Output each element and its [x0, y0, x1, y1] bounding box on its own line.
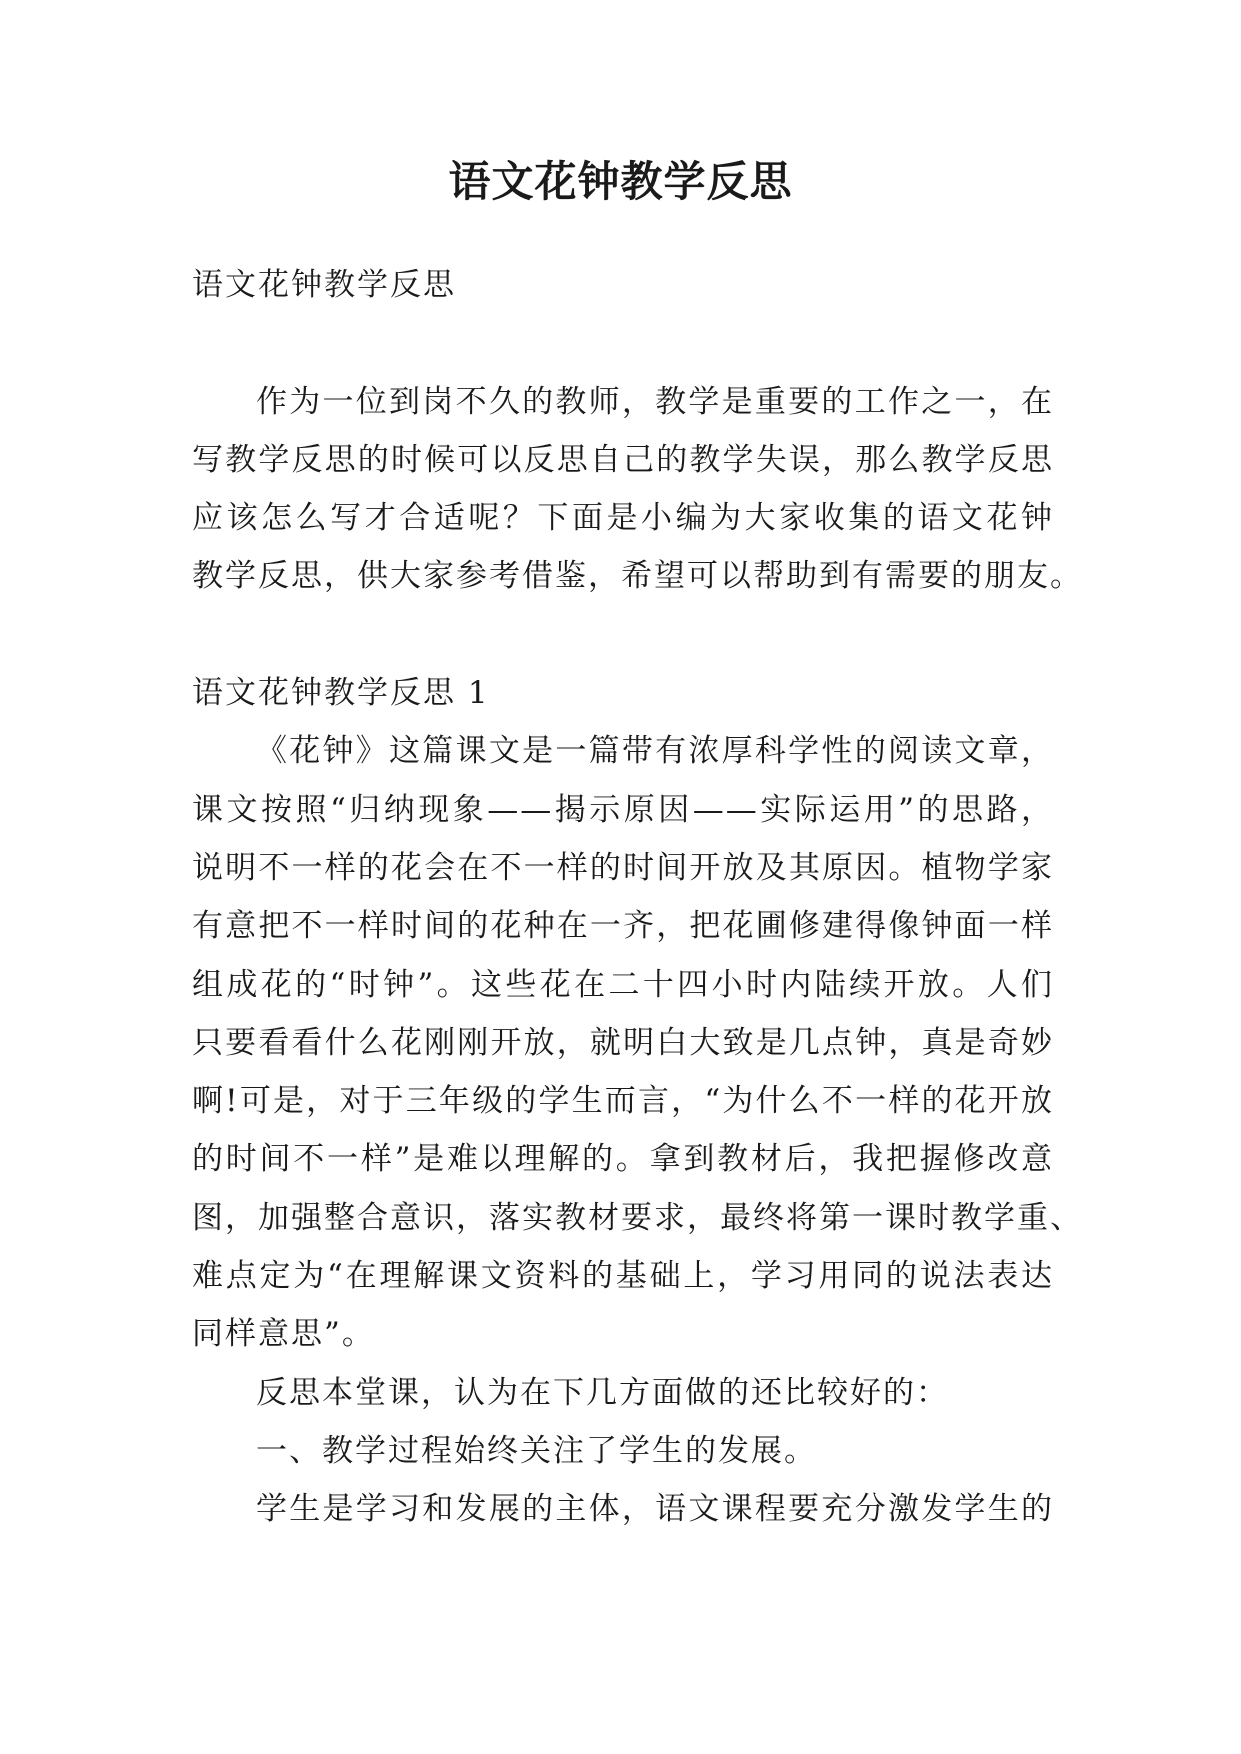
paragraph-line: 组成花的“时钟”。这些花在二十四小时内陆续开放。人们	[192, 966, 1054, 1003]
section1-paragraph	[192, 722, 1083, 1363]
intro-paragraph	[192, 373, 1083, 606]
paragraph-line: 写教学反思的时候可以反思自己的教学失误，那么教学反思	[192, 441, 1054, 478]
paragraph-line: 的时间不一样”是难以理解的。拿到教材后，我把握修改意	[192, 1141, 1054, 1178]
document-subtitle: 语文花钟教学反思	[192, 267, 456, 303]
paragraph-line: 《花钟》这篇课文是一篇带有浓厚科学性的阅读文章，	[256, 733, 1054, 770]
paragraph-line: 有意把不一样时间的花种在一齐，把花圃修建得像钟面一样	[192, 908, 1054, 945]
paragraph-line: 说明不一样的花会在不一样的时间开放及其原因。植物学家	[192, 849, 1054, 886]
reflection-paragraph: 反思本堂课，认为在下几方面做的还比较好的：	[256, 1374, 949, 1411]
paragraph-line: 啊!可是，对于三年级的学生而言，“为什么不一样的花开放	[192, 1083, 1054, 1120]
document-body	[192, 256, 1083, 1539]
document-title: 语文花钟教学反思	[448, 157, 793, 206]
paragraph-line: 同样意思”。	[192, 1316, 375, 1353]
section-heading: 语文花钟教学反思 1	[192, 675, 490, 712]
paragraph-line: 只要看看什么花刚刚开放，就明白大致是几点钟，真是奇妙	[192, 1024, 1054, 1061]
paragraph-line: 课文按照“归纳现象——揭示原因——实际运用”的思路，	[192, 791, 1054, 828]
paragraph-gap	[192, 606, 1054, 664]
point-heading: 一、教学过程始终关注了学生的发展。	[256, 1432, 817, 1469]
paragraph-line: 图，加强整合意识，落实教材要求，最终将第一课时教学重、	[192, 1199, 1083, 1236]
paragraph-gap	[192, 314, 1054, 372]
paragraph-line: 难点定为“在理解课文资料的基础上，学习用同的说法表达	[192, 1258, 1054, 1295]
paragraph-line: 作为一位到岗不久的教师，教学是重要的工作之一，在	[256, 383, 1054, 420]
point-body-line: 学生是学习和发展的主体，语文课程要充分激发学生的	[256, 1491, 1054, 1528]
paragraph-line: 教学反思，供大家参考借鉴，希望可以帮助到有需要的朋友。	[192, 558, 1083, 595]
paragraph-line: 应该怎么写才合适呢？下面是小编为大家收集的语文花钟	[192, 500, 1054, 537]
